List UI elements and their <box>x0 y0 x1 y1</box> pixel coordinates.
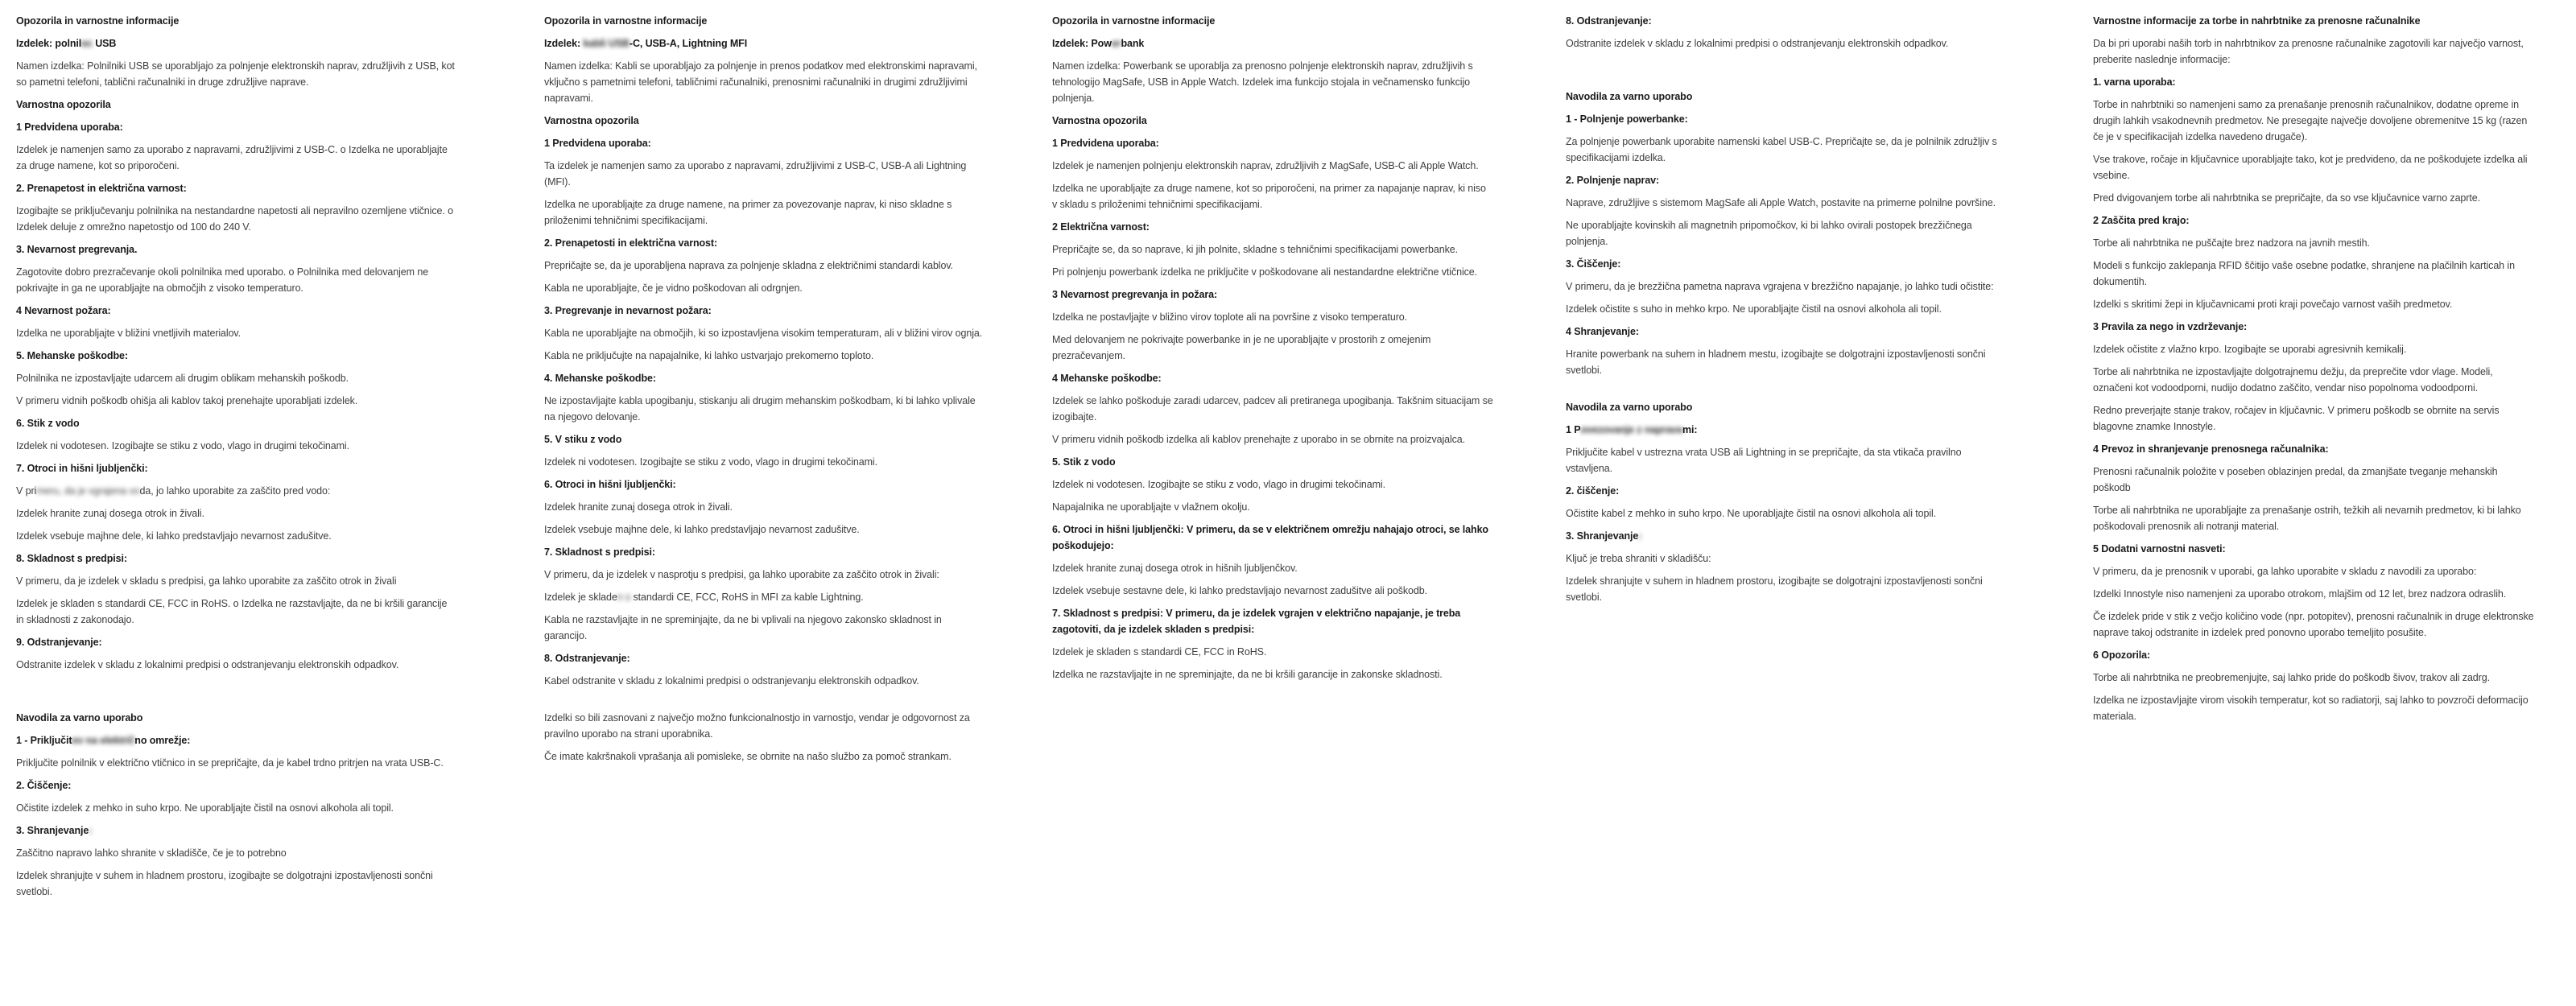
paragraph: Kabla ne uporabljajte, če je vidno poškodovan ali odrgnjen. <box>544 282 803 294</box>
section-heading: 3 Pravila za nego in vzdrževanje: <box>2093 321 2248 332</box>
section-heading: 1 Predvidena uporaba: <box>1052 138 1159 149</box>
text-segment: standardi CE, FCC, RoHS in MFI za kable Lightning. <box>630 592 864 603</box>
section-heading: 4. Mehanske poškodbe: <box>544 373 656 384</box>
product-heading <box>544 35 985 52</box>
column-laptop-bags <box>2093 13 2534 731</box>
paragraph <box>16 483 457 499</box>
paragraph: Priključite kabel v ustrezna vrata USB ali Lightning in se prepričajte, da sta vtikača pravilno vstavljena. <box>1566 447 1962 474</box>
doc-title: Varnostne informacije za torbe in nahrbtnike za prenosne računalnike <box>2093 15 2421 27</box>
paragraph: Torbe ali nahrbtnika ne preobremenjujte, saj lahko pride do poškodb šivov, trakov ali zadrg. <box>2093 672 2490 683</box>
doc-title: Opozorila in varnostne informacije <box>544 15 708 27</box>
paragraph: Izdelek hranite zunaj dosega otrok in hišnih ljubljenčkov. <box>1052 563 1298 574</box>
paragraph: Kabla ne uporabljajte na območjih, ki so izpostavljena visokim temperaturam, ali v bližini virov ognja. <box>544 328 983 339</box>
blurred-text: : <box>89 825 93 836</box>
paragraph: Izdelka ne razstavljajte in ne spreminjajte, da ne bi kršili garancije in zakonske skladnosti. <box>1052 669 1443 680</box>
section-heading: 5. Stik z vodo <box>1052 456 1116 468</box>
section-heading: 2. Čiščenje: <box>16 780 72 791</box>
blurred-text: n s <box>617 592 631 603</box>
paragraph: Če izdelek pride v stik z večjo količino vode (npr. potopitev), prenosni računalnik in druge elektronske naprave takoj odstranite in izdelek pred ponovno uporabo temeljito posušite. <box>2093 611 2534 638</box>
paragraph: Namen izdelka: Powerbank se uporablja za prenosno polnjenje elektronskih naprav, združljivih s tehnologijo MagSafe, USB in Apple Watch. Izdelek ima funkcijo stojala in večnamensko funkcijo polnjenja. <box>1052 60 1473 104</box>
section-heading: 3 Nevarnost pregrevanja in požara: <box>1052 289 1218 300</box>
paragraph: V primeru, da je izdelek v nasprotju s predpisi, ga lahko uporabite za zaščito otrok in živali: <box>544 569 939 580</box>
paragraph: Izdelek je skladen s standardi CE, FCC in RoHS. o Izdelka ne razstavljajte, da ne bi kršili garancije in skladnosti z zakonodajo. <box>16 598 448 625</box>
paragraph: Polnilnika ne izpostavljajte udarcem ali drugim oblikam mehanskih poškodb. <box>16 373 349 384</box>
paragraph: Za polnjenje powerbank uporabite namenski kabel USB-C. Prepričajte se, da je polnilnik združljiv s specifikacijami izdelka. <box>1566 136 1997 163</box>
section-heading: 8. Odstranjevanje: <box>544 653 630 664</box>
paragraph: Ne izpostavljajte kabla upogibanju, stiskanju ali drugim mehanskim poškodbam, ki bi lahko vplivale na njegovo delovanje. <box>544 395 976 423</box>
paragraph: Pri polnjenju powerbank izdelka ne priključite v poškodovane ali nestandardne električne vtičnice. <box>1052 266 1478 278</box>
text-segment: V pri <box>16 485 37 497</box>
section-heading <box>16 732 457 748</box>
paragraph: Izdelek je skladen s standardi CE, FCC in RoHS. <box>1052 646 1267 658</box>
paragraph: Izdelek vsebuje majhne dele, ki lahko predstavljajo nevarnost zadušitve. <box>16 530 332 542</box>
section-heading: 7. Skladnost s predpisi: <box>544 546 655 558</box>
paragraph: Namen izdelka: Kabli se uporabljajo za polnjenje in prenos podatkov med elektronskimi napravami, vključno s pametnimi telefoni, tabličnimi računalniki, prenosnimi računalniki in drugimi združljivimi napravami. <box>544 60 977 104</box>
paragraph: Izdelek ni vodotesen. Izogibajte se stiku z vodo, vlago in drugimi tekočinami. <box>544 456 877 468</box>
section-heading: Navodila za varno uporabo <box>1566 91 1693 102</box>
section-heading: Varnostna opozorila <box>16 99 111 110</box>
paragraph: Očistite izdelek z mehko in suho krpo. Ne uporabljajte čistil na osnovi alkohola ali topil. <box>16 802 394 814</box>
product-heading <box>16 35 457 52</box>
paragraph: Med delovanjem ne pokrivajte powerbanke in je ne uporabljajte v prostorih z omejenim prezračevanjem. <box>1052 334 1431 361</box>
paragraph: Redno preverjajte stanje trakov, ročajev in ključavnic. V primeru poškodb se obrnite na servis blagovne znamke Innostyle. <box>2093 405 2500 432</box>
blurred-text: er <box>1111 38 1121 49</box>
section-heading: 3. Pregrevanje in nevarnost požara: <box>544 305 712 316</box>
paragraph: Vse trakove, ročaje in ključavnice uporabljajte tako, kot je predvideno, da ne poškodujete izdelka ali vsebine. <box>2093 154 2528 181</box>
section-heading: 7. Otroci in hišni ljubljenčki: <box>16 463 148 474</box>
section-heading: Varnostna opozorila <box>1052 115 1147 126</box>
paragraph: Izogibajte se priključevanju polnilnika na nestandardne napetosti ali nepravilno ozemljene vtičnice. o Izdelek deluje z omrežno napetostjo od 100 do 240 V. <box>16 205 453 233</box>
section-heading: 4 Shranjevanje: <box>1566 326 1639 337</box>
doc-title: Opozorila in varnostne informacije <box>1052 15 1216 27</box>
paragraph: Izdelek ni vodotesen. Izogibajte se stiku z vodo, vlago in drugimi tekočinami. <box>16 440 349 451</box>
section-heading: 2. Prenapetost in električna varnost: <box>16 183 187 194</box>
paragraph: Odstranite izdelek v skladu z lokalnimi predpisi o odstranjevanju elektronskih odpadkov. <box>16 659 399 670</box>
section-heading: 8. Odstranjevanje: <box>1566 15 1652 27</box>
section-heading: Varnostna opozorila <box>544 115 639 126</box>
section-heading: 4 Prevoz in shranjevanje prenosnega računalnika: <box>2093 443 2329 455</box>
column-usb-charger <box>16 13 457 906</box>
section-heading: 2. Prenapetosti in električna varnost: <box>544 237 718 249</box>
paragraph: Prenosni računalnik položite v poseben oblazinjen predal, da zmanjšate tveganje mehanskih poškodb <box>2093 466 2498 493</box>
paragraph: Zagotovite dobro prezračevanje okoli polnilnika med uporabo. o Polnilnika med delovanjem ne pokrivajte in ga ne uporabljajte na območjih z visoko temperaturo. <box>16 266 429 294</box>
paragraph: Izdelek očistite z vlažno krpo. Izogibajte se uporabi agresivnih kemikalij. <box>2093 344 2407 355</box>
blurred-text: kabli USB <box>583 38 630 49</box>
paragraph: V primeru, da je brezžična pametna naprava vgrajena v brezžično napajanje, jo lahko tudi očistite: <box>1566 281 1994 292</box>
text-segment: Izdelek: <box>544 38 584 49</box>
text-segment: Izdelek: Pow <box>1052 38 1112 49</box>
paragraph: Izdelek shranjujte v suhem in hladnem prostoru, izogibajte se dolgotrajni izpostavljenosti sončni svetlobi. <box>1566 575 1983 603</box>
section-heading: 7. Skladnost s predpisi: V primeru, da je izdelek vgrajen v električno napajanje, je treba zagotoviti, da je izdelek skladen s predpisi: <box>1052 608 1461 635</box>
paragraph: V primeru, da je izdelek v skladu s predpisi, ga lahko uporabite za zaščito otrok in živali <box>16 575 397 587</box>
column-cables <box>544 13 985 771</box>
paragraph: Izdelek ni vodotesen. Izogibajte se stiku z vodo, vlago in drugimi tekočinami. <box>1052 479 1385 490</box>
paragraph: Očistite kabel z mehko in suho krpo. Ne uporabljajte čistil na osnovi alkohola ali topil. <box>1566 508 1937 519</box>
section-heading: 6. Stik z vodo <box>16 418 80 429</box>
section-heading: 1 Predvidena uporaba: <box>16 122 123 133</box>
text-segment: no omrežje: <box>134 735 191 746</box>
paragraph: Izdelka ne uporabljajte za druge namene, kot so priporočeni, na primer za napajanje naprav, ki niso v skladu s priloženimi tehničnimi specifikacijami. <box>1052 183 1486 210</box>
blurred-text: ec <box>81 38 93 49</box>
paragraph: Izdelek vsebuje sestavne dele, ki lahko predstavljajo nevarnost zadušitve ali poškodb. <box>1052 585 1427 596</box>
paragraph: Kabel odstranite v skladu z lokalnimi predpisi o odstranjevanju elektronskih odpadkov. <box>544 675 919 686</box>
paragraph: V primeru vidnih poškodb izdelka ali kablov prenehajte z uporabo in se obrnite na proizvajalca. <box>1052 434 1466 445</box>
section-heading: 6 Opozorila: <box>2093 649 2151 661</box>
section-heading: 1 Predvidena uporaba: <box>544 138 651 149</box>
paragraph: Namen izdelka: Polnilniki USB se uporabljajo za polnjenje elektronskih naprav, združljivih z USB, kot so pametni telefoni, tablični računalniki in druge združljive naprave. <box>16 60 455 88</box>
paragraph: V primeru vidnih poškodb ohišja ali kablov takoj prenehajte uporabljati izdelek. <box>16 395 358 406</box>
paragraph: Kabla ne priključujte na napajalnike, ki lahko ustvarjajo prekomerno toploto. <box>544 350 874 361</box>
paragraph: V primeru, da je prenosnik v uporabi, ga lahko uporabite v skladu z navodili za uporabo: <box>2093 566 2477 577</box>
section-heading: 8. Skladnost s predpisi: <box>16 553 127 564</box>
column-powerbank <box>1052 13 1493 689</box>
paragraph: Torbe in nahrbtniki so namenjeni samo za prenašanje prenosnih računalnikov, dodatne opreme in drugih lahkih vsakodnevnih predmetov. Ne presegajte največje dovoljene obremenitve 15 kg (razen če je v specifikacijah izdelka navedeno drugače). <box>2093 99 2528 142</box>
section-heading: 6. Otroci in hišni ljubljenčki: <box>544 479 676 490</box>
paragraph: Prepričajte se, da so naprave, ki jih polnite, skladne s tehničnimi specifikacijami powerbanke. <box>1052 244 1458 255</box>
section-heading: 4 Nevarnost požara: <box>16 305 111 316</box>
text-segment: 1 - Priključit <box>16 735 72 746</box>
paragraph: Prepričajte se, da je uporabljena naprava za polnjenje skladna z električnimi standardi kablov. <box>544 260 953 271</box>
section-heading: 4 Mehanske poškodbe: <box>1052 373 1162 384</box>
paragraph: Modeli s funkcijo zaklepanja RFID ščitijo vaše osebne podatke, shranjene na plačilnih karticah in dokumentih. <box>2093 260 2515 287</box>
section-heading: 2 Električna varnost: <box>1052 221 1150 233</box>
paragraph: Priključite polnilnik v električno vtičnico in se prepričajte, da je kabel trdno pritrjen na vrata USB-C. <box>16 757 444 769</box>
section-heading: 2. čiščenje: <box>1566 485 1620 497</box>
doc-title: Opozorila in varnostne informacije <box>16 15 180 27</box>
paragraph <box>544 589 985 605</box>
paragraph: Izdelka ne izpostavljajte virom visokih temperatur, kot so radiatorji, saj lahko to povzroči deformacijo materiala. <box>2093 695 2529 722</box>
paragraph: Torbe ali nahrbtnika ne uporabljajte za prenašanje ostrih, težkih ali nevarnih predmetov, ki bi lahko poškodovali prenosnik ali notranji material. <box>2093 505 2521 532</box>
section-heading: 9. Odstranjevanje: <box>16 637 102 648</box>
paragraph: Torbe ali nahrbtnika ne puščajte brez nadzora na javnih mestih. <box>2093 237 2370 249</box>
section-heading: 3. Čiščenje: <box>1566 258 1621 270</box>
paragraph: Izdelki so bili zasnovani z največjo možno funkcionalnostjo in varnostjo, vendar je odgovornost za pravilno uporabo na strani uporabnika. <box>544 712 970 740</box>
paragraph: Izdelki Innostyle niso namenjeni za uporabo otrokom, mlajšim od 12 let, brez nadzora odraslih. <box>2093 588 2507 600</box>
paragraph: Izdelka ne postavljajte v bližino virov toplote ali na površine z visoko temperaturo. <box>1052 311 1408 323</box>
product-heading <box>1052 35 1493 52</box>
paragraph: Da bi pri uporabi naših torb in nahrbtnikov za prenosne računalnike zagotovili kar največjo varnost, preberite naslednje informacije: <box>2093 38 2524 65</box>
blurred-text: : <box>1638 530 1642 542</box>
paragraph: Izdelki s skritimi žepi in ključavnicami proti kraji povečajo varnost vaših predmetov. <box>2093 299 2453 310</box>
blurred-text: ovezovanje z naprava <box>1580 424 1682 435</box>
paragraph: Odstranite izdelek v skladu z lokalnimi predpisi o odstranjevanju elektronskih odpadkov. <box>1566 38 1949 49</box>
paragraph: Pred dvigovanjem torbe ali nahrbtnika se prepričajte, da so vse ključavnice varno zaprte. <box>2093 192 2480 204</box>
blurred-text: ev na električ <box>72 735 135 746</box>
section-heading: Navodila za varno uporabo <box>16 712 143 724</box>
section-heading: 1 - Polnjenje powerbanke: <box>1566 113 1688 125</box>
section-heading: 3. Nevarnost pregrevanja. <box>16 244 138 255</box>
section-heading: 6. Otroci in hišni ljubljenčki: V primeru, da se v električnem omrežju nahajajo otroci, se lahko poškodujejo: <box>1052 524 1488 551</box>
paragraph: Hranite powerbank na suhem in hladnem mestu, izogibajte se dolgotrajni izpostavljenosti sončni svetlobi. <box>1566 348 1986 376</box>
section-heading <box>16 823 457 839</box>
section-heading: 5 Dodatni varnostni nasveti: <box>2093 543 2226 555</box>
text-segment: USB <box>92 38 117 49</box>
section-heading: Navodila za varno uporabo <box>1566 402 1693 413</box>
paragraph: Izdelek je namenjen samo za uporabo z napravami, združljivimi z USB-C. o Izdelka ne uporabljajte za druge namene, kot so priporočeni. <box>16 144 448 171</box>
paragraph: Zaščitno napravo lahko shranite v skladišče, če je to potrebno <box>16 847 287 859</box>
paragraph: Izdelka ne uporabljajte za druge namene, na primer za povezovanje naprav, ki niso skladne s priloženimi tehničnimi specifikacijami. <box>544 199 952 226</box>
section-heading: 5. V stiku z vodo <box>544 434 622 445</box>
blurred-text: meru, da je vgrajena vo <box>36 485 140 497</box>
paragraph: Izdelek je namenjen polnjenju elektronskih naprav, združljivih z MagSafe, USB-C ali Apple Watch. <box>1052 160 1479 171</box>
text-segment: 3. Shranjevanje <box>1566 530 1639 542</box>
paragraph: Torbe ali nahrbtnika ne izpostavljajte dolgotrajnemu dežju, da preprečite vdor vlage. Modeli, označeni kot vodoodporni, nudijo dodatno zaščito, vendar niso popolnoma vodoodporni. <box>2093 366 2493 394</box>
paragraph: Ne uporabljajte kovinskih ali magnetnih pripomočkov, ki bi lahko ovirali postopek brezžičnega polnjenja. <box>1566 220 1972 247</box>
text-segment: Izdelek: polnil <box>16 38 82 49</box>
text-segment: Izdelek je sklade <box>544 592 617 603</box>
text-segment: 3. Shranjevanje <box>16 825 89 836</box>
text-segment: bank <box>1121 38 1145 49</box>
paragraph: Izdelka ne uporabljajte v bližini vnetljivih materialov. <box>16 328 242 339</box>
section-heading <box>1566 422 2007 438</box>
text-segment: da, jo lahko uporabite za zaščito pred vodo: <box>139 485 331 497</box>
paragraph: Ključ je treba shraniti v skladišču: <box>1566 553 1711 564</box>
paragraph: Izdelek vsebuje majhne dele, ki lahko predstavljajo nevarnost zadušitve. <box>544 524 860 535</box>
paragraph: Kabla ne razstavljajte in ne spreminjajte, da ne bi vplivali na njegovo zakonsko skladnost in garancijo. <box>544 614 942 641</box>
paragraph: Izdelek hranite zunaj dosega otrok in živali. <box>16 508 204 519</box>
paragraph: Izdelek očistite s suho in mehko krpo. Ne uporabljajte čistil na osnovi alkohola ali topil. <box>1566 303 1942 315</box>
text-segment: 1 P <box>1566 424 1581 435</box>
paragraph: Izdelek shranjujte v suhem in hladnem prostoru, izogibajte se dolgotrajni izpostavljenosti sončni svetlobi. <box>16 870 433 897</box>
paragraph: Če imate kakršnakoli vprašanja ali pomisleke, se obrnite na našo službo za pomoč strankam. <box>544 751 952 762</box>
paragraph: Izdelek se lahko poškoduje zaradi udarcev, padcev ali pretiranega upogibanja. Takšnim situacijam se izogibajte. <box>1052 395 1493 423</box>
section-heading: 1. varna uporaba: <box>2093 76 2176 88</box>
column-usage-instructions <box>1566 13 2007 612</box>
paragraph: Izdelek hranite zunaj dosega otrok in živali. <box>544 501 733 513</box>
paragraph: Naprave, združljive s sistemom MagSafe ali Apple Watch, postavite na primerne polnilne površine. <box>1566 197 1996 208</box>
paragraph: Napajalnika ne uporabljajte v vlažnem okolju. <box>1052 501 1250 513</box>
text-segment: mi: <box>1682 424 1698 435</box>
paragraph: Ta izdelek je namenjen samo za uporabo z napravami, združljivimi z USB-C, USB-A ali Lightning (MFI). <box>544 160 967 188</box>
section-heading: 2. Polnjenje naprav: <box>1566 175 1660 186</box>
section-heading <box>1566 528 2007 544</box>
section-heading: 5. Mehanske poškodbe: <box>16 350 128 361</box>
text-segment: -C, USB-A, Lightning MFI <box>629 38 748 49</box>
section-heading: 2 Zaščita pred krajo: <box>2093 215 2190 226</box>
